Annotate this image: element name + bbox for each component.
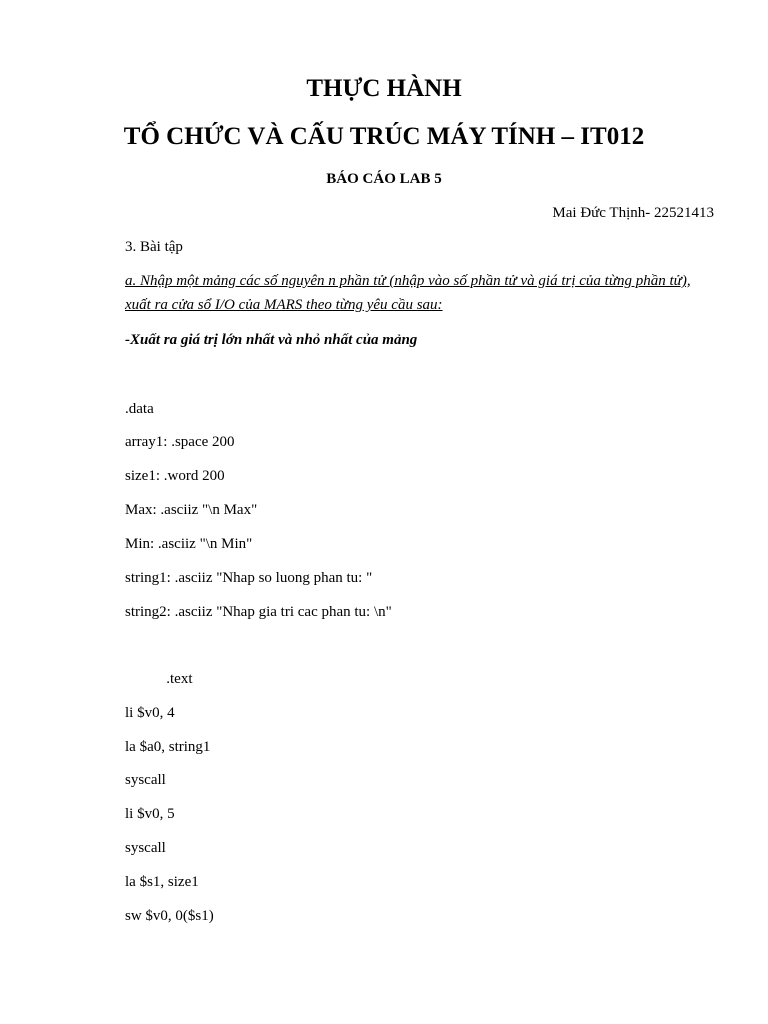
code-line: Min: .asciiz "\n Min" bbox=[125, 536, 253, 552]
code-line: syscall bbox=[125, 772, 166, 788]
author-line: Mai Đức Thịnh- 22521413 bbox=[552, 205, 714, 221]
code-line: .text bbox=[125, 671, 193, 687]
code-line: la $a0, string1 bbox=[125, 739, 211, 755]
code-line: size1: .word 200 bbox=[125, 468, 225, 484]
task-description: a. Nhập một mảng các số nguyên n phần tử (nhập vào số phần tử và giá trị của từng phần tử), xuất ra cửa sổ I/O của MARS theo từng yêu cầu sau: bbox=[125, 273, 691, 313]
section-heading: 3. Bài tập bbox=[125, 239, 183, 255]
code-line: string2: .asciiz "Nhap gia tri cac phan tu: \n" bbox=[125, 604, 392, 620]
code-line: li $v0, 5 bbox=[125, 806, 175, 822]
code-line: sw $v0, 0($s1) bbox=[125, 908, 214, 924]
report-title: BÁO CÁO LAB 5 bbox=[326, 171, 442, 187]
code-line: .data bbox=[125, 401, 154, 417]
code-line: array1: .space 200 bbox=[125, 434, 235, 450]
code-line: la $s1, size1 bbox=[125, 874, 199, 890]
title-line-1: THỰC HÀNH bbox=[306, 75, 462, 102]
code-line: syscall bbox=[125, 840, 166, 856]
code-line: string1: .asciiz "Nhap so luong phan tu: " bbox=[125, 570, 373, 586]
code-line: Max: .asciiz "\n Max" bbox=[125, 502, 258, 518]
requirement-line: -Xuất ra giá trị lớn nhất và nhỏ nhất của mảng bbox=[125, 332, 418, 348]
code-line: li $v0, 4 bbox=[125, 705, 175, 721]
title-line-2: TỔ CHỨC VÀ CẤU TRÚC MÁY TÍNH – IT012 bbox=[123, 123, 645, 150]
